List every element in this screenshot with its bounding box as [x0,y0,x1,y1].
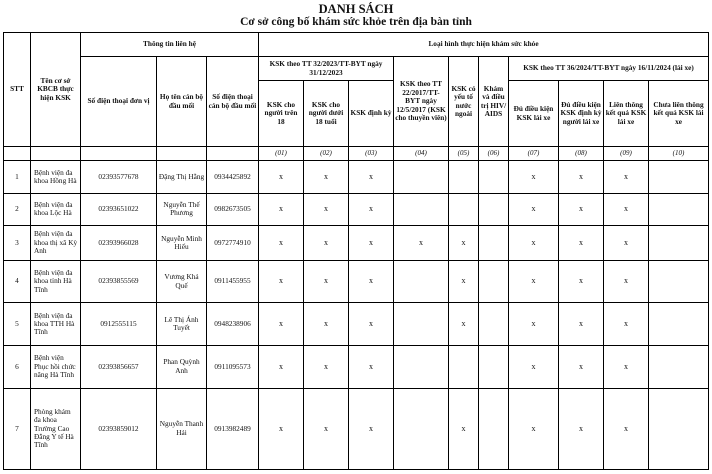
exam-type-mark: x [559,193,604,226]
header-col-09: Liên thông kết quả KSK lái xe [604,81,649,147]
row-stt: 1 [4,161,31,194]
col-number: (07) [509,147,559,161]
exam-type-mark [649,346,709,389]
exam-type-mark: x [304,260,349,303]
focal-person-name: Vương Khả Quế [157,260,207,303]
exam-type-mark: x [559,388,604,469]
focal-person-phone: 0982673505 [207,193,259,226]
exam-type-mark [479,388,509,469]
facility-name: Bệnh viện đa khoa Hồng Hà [31,161,81,194]
exam-type-mark: x [259,226,304,261]
header-unit-phone: Số điện thoại đơn vị [81,57,157,147]
col-number: (03) [349,147,394,161]
exam-type-mark: x [509,303,559,346]
exam-type-mark: x [559,346,604,389]
header-col-08: Đủ điều kiện KSK định kỳ người lái xe [559,81,604,147]
header-col-10: Chưa liên thông kết quả KSK lái xe [649,81,709,147]
facility-table [3,32,709,470]
exam-type-mark: x [349,303,394,346]
exam-type-mark: x [349,161,394,194]
exam-type-mark: x [509,226,559,261]
exam-type-mark [394,388,449,469]
exam-type-mark [479,346,509,389]
header-focal-phone: Số điện thoại cán bộ đầu mối [207,57,259,147]
header-col-03: KSK định kỳ [349,81,394,147]
header-stt: STT [4,33,31,147]
focal-person-name: Đặng Thị Hằng [157,161,207,194]
exam-type-mark [649,226,709,261]
exam-type-mark: x [509,346,559,389]
exam-type-mark: x [259,161,304,194]
focal-person-phone: 0934425892 [207,161,259,194]
exam-type-mark: x [604,303,649,346]
col-number: (06) [479,147,509,161]
exam-type-mark [394,193,449,226]
unit-phone: 0912555115 [81,303,157,346]
col-number: (04) [394,147,449,161]
exam-type-mark [394,303,449,346]
facility-name: Bệnh viện Phục hồi chức năng Hà Tĩnh [31,346,81,389]
exam-type-mark: x [304,346,349,389]
exam-type-mark [449,346,479,389]
exam-type-mark: x [304,388,349,469]
exam-type-mark [649,303,709,346]
exam-type-mark [649,193,709,226]
exam-type-mark: x [349,193,394,226]
exam-type-mark: x [604,346,649,389]
exam-type-mark: x [559,226,604,261]
exam-type-mark [479,260,509,303]
unit-phone: 02393855569 [81,260,157,303]
facility-name: Bệnh viện đa khoa Lộc Hà [31,193,81,226]
row-stt: 5 [4,303,31,346]
table-row [4,346,709,389]
exam-type-mark: x [604,193,649,226]
focal-person-name: Lê Thị Ánh Tuyết [157,303,207,346]
col-number: (01) [259,147,304,161]
table-row [4,193,709,226]
row-stt: 7 [4,388,31,469]
header-tt32-group: KSK theo TT 32/2023/TT-BYT ngày 31/12/2023 [259,57,394,81]
exam-type-mark [649,161,709,194]
exam-type-mark: x [559,161,604,194]
exam-type-mark: x [449,388,479,469]
exam-type-mark: x [449,226,479,261]
exam-type-mark [479,193,509,226]
col-number: (09) [604,147,649,161]
exam-type-mark [649,260,709,303]
col-number: (05) [449,147,479,161]
exam-type-mark: x [604,161,649,194]
focal-person-name: Nguyễn Thế Phương [157,193,207,226]
focal-person-name: Nguyễn Minh Hiếu [157,226,207,261]
facility-name: Bệnh viện đa khoa tỉnh Hà Tĩnh [31,260,81,303]
facility-name: Bệnh viện đa khoa thị xã Kỳ Anh [31,226,81,261]
exam-type-mark: x [559,260,604,303]
row-stt: 3 [4,226,31,261]
exam-type-mark: x [259,303,304,346]
exam-type-mark: x [304,226,349,261]
col-number: (02) [304,147,349,161]
header-col-04: KSK theo TT 22/2017/TT-BYT ngày 12/5/2017 (KSK cho thuyền viên) [394,57,449,147]
exam-type-mark: x [304,193,349,226]
header-col-05: KSK có yếu tố nước ngoài [449,57,479,147]
exam-type-mark: x [259,260,304,303]
unit-phone: 02393856657 [81,346,157,389]
exam-type-mark: x [604,388,649,469]
header-col-02: KSK cho người dưới 18 tuổi [304,81,349,147]
exam-type-mark [479,226,509,261]
exam-type-mark: x [604,226,649,261]
exam-type-mark: x [509,193,559,226]
exam-type-mark [479,303,509,346]
exam-type-mark [449,193,479,226]
row-stt: 4 [4,260,31,303]
exam-type-mark: x [559,303,604,346]
page-title: DANH SÁCH [318,2,394,16]
header-exam-group: Loại hình thực hiện khám sức khỏe [259,33,709,57]
exam-type-mark [394,346,449,389]
table-row [4,388,709,469]
unit-phone: 02393577678 [81,161,157,194]
header-facility-name: Tên cơ sở KBCB thực hiện KSK [31,33,81,147]
exam-type-mark: x [449,303,479,346]
exam-type-mark [649,388,709,469]
exam-type-mark: x [349,346,394,389]
table-row [4,226,709,261]
exam-type-mark: x [509,260,559,303]
header-tt36-group: KSK theo TT 36/2024/TT-BYT ngày 16/11/2024 (lái xe) [509,57,709,81]
exam-type-mark: x [604,260,649,303]
focal-person-phone: 0911455955 [207,260,259,303]
facility-name: Phòng khám đa khoa Trường Cao Đẳng Y tế Hà Tĩnh [31,388,81,469]
col-number: (10) [649,147,709,161]
unit-phone: 02393859012 [81,388,157,469]
focal-person-phone: 0948238906 [207,303,259,346]
exam-type-mark: x [449,260,479,303]
header-col-07: Đủ điều kiện KSK lái xe [509,81,559,147]
exam-type-mark: x [349,388,394,469]
unit-phone: 02393651022 [81,193,157,226]
focal-person-phone: 0911095573 [207,346,259,389]
focal-person-name: Nguyễn Thanh Hải [157,388,207,469]
table-row [4,303,709,346]
header-contact-group: Thông tin liên hệ [81,33,259,57]
exam-type-mark [394,161,449,194]
exam-type-mark [394,260,449,303]
exam-type-mark [449,161,479,194]
header-col-01: KSK cho người trên 18 [259,81,304,147]
table-row [4,161,709,194]
exam-type-mark: x [259,388,304,469]
exam-type-mark: x [259,346,304,389]
facility-name: Bệnh viện đa khoa TTH Hà Tĩnh [31,303,81,346]
exam-type-mark: x [259,193,304,226]
exam-type-mark: x [509,388,559,469]
header-focal-name: Họ tên cán bộ đầu mối [157,57,207,147]
exam-type-mark: x [349,226,394,261]
exam-type-mark: x [304,161,349,194]
focal-person-phone: 0972774910 [207,226,259,261]
exam-type-mark: x [349,260,394,303]
focal-person-phone: 0913982489 [207,388,259,469]
focal-person-name: Phan Quỳnh Anh [157,346,207,389]
column-number-row [4,147,709,161]
exam-type-mark: x [394,226,449,261]
row-stt: 2 [4,193,31,226]
unit-phone: 02393966028 [81,226,157,261]
exam-type-mark: x [304,303,349,346]
exam-type-mark: x [509,161,559,194]
table-row [4,260,709,303]
col-number: (08) [559,147,604,161]
exam-type-mark [479,161,509,194]
header-col-06: Khám và điều trị HIV/ AIDS [479,57,509,147]
row-stt: 6 [4,346,31,389]
page-subtitle: Cơ sở công bố khám sức khỏe trên địa bàn tỉnh [240,16,472,28]
